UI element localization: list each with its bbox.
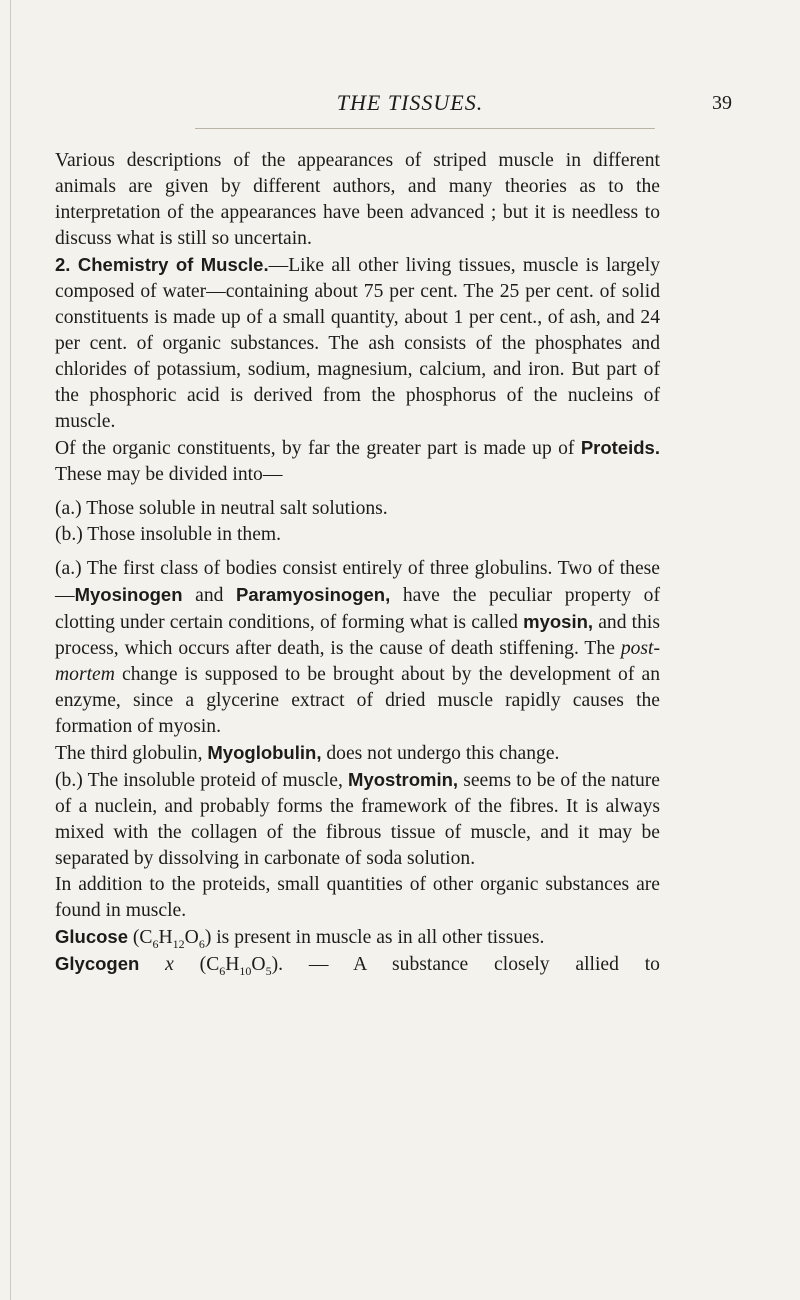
formula-subscript: 12 bbox=[172, 936, 185, 951]
paragraph-text: In addition to the proteids, small quantities of other organic substances are found in muscle. bbox=[55, 874, 660, 921]
paragraph-text: (b.) The insoluble proteid of muscle, bbox=[55, 770, 349, 791]
paragraph-text: These may be divided into— bbox=[55, 464, 283, 485]
paragraph-myostromin bbox=[55, 767, 660, 872]
list-item-b bbox=[55, 522, 660, 548]
list-item-text: (a.) Those soluble in neutral salt solutions. bbox=[55, 498, 388, 519]
paragraph-globulins bbox=[55, 556, 660, 740]
term-glycogen: Glycogen bbox=[55, 953, 140, 974]
formula-subscript: 6 bbox=[198, 936, 205, 951]
formula-text: H bbox=[158, 927, 173, 948]
paragraph-text: ). — A substance closely allied to bbox=[271, 954, 660, 975]
term-myoglobulin: Myoglobulin, bbox=[207, 742, 322, 763]
paragraph-text: Of the organic constituents, by far the greater part is made up of bbox=[55, 438, 581, 459]
formula-subscript: 5 bbox=[265, 963, 272, 978]
term-glucose: Glucose bbox=[55, 926, 128, 947]
term-proteids: Proteids. bbox=[580, 437, 660, 458]
formula-text: O bbox=[251, 954, 266, 975]
page-header bbox=[80, 90, 740, 120]
paragraph-text: does not undergo this change. bbox=[321, 743, 560, 764]
term-myosinogen: Myosinogen bbox=[74, 584, 183, 605]
paragraph-text: seems to be of the nature of a nuclein, and probably forms the framework of the fibres. It is always mixed with the collagen of the fibrous tissue of muscle, and it may be separated by dissolving in carbonate of soda solution. bbox=[55, 770, 660, 869]
list-item-a bbox=[55, 496, 660, 522]
formula-subscript: 6 bbox=[219, 963, 226, 978]
paragraph-text: —Like all other living tissues, muscle is largely composed of water—containing about 75 per cent. The 25 per cent. of solid constituents is made up of a small quantity, about 1 per cent., of ash, and 24 per cent. of organic substances. The ash consists of the phosphates and chlorides of potassium, sodium, magnesium, calcium, and iron. But part of the phosphoric acid is derived from the phosphorus of the nucleins of muscle. bbox=[55, 255, 660, 432]
formula-text: (C bbox=[173, 954, 220, 975]
term-myosin: myosin, bbox=[523, 611, 594, 632]
paragraph-chemistry bbox=[55, 252, 660, 435]
term-paramyosinogen: Paramyosinogen, bbox=[236, 584, 391, 605]
page-edge-line bbox=[10, 0, 11, 1300]
formula-text: H bbox=[225, 954, 240, 975]
paragraph-striped-muscle bbox=[55, 148, 660, 252]
formula-text: (C bbox=[128, 927, 153, 948]
paragraph-text: and bbox=[182, 585, 237, 606]
list-item-text: (b.) Those insoluble in them. bbox=[55, 524, 282, 545]
section-heading: 2. Chemistry of Muscle. bbox=[55, 254, 269, 275]
body-text bbox=[55, 148, 660, 978]
header-rule bbox=[195, 128, 655, 129]
term-myostromin: Myostromin, bbox=[348, 769, 459, 790]
paragraph-organic bbox=[55, 435, 660, 488]
formula-subscript: 6 bbox=[152, 936, 159, 951]
paragraph-text: ) is present in muscle as in all other tissues. bbox=[204, 927, 545, 948]
paragraph-text: The third globulin, bbox=[55, 743, 208, 764]
paragraph-myoglobulin bbox=[55, 740, 660, 767]
paragraph-glucose bbox=[55, 924, 660, 951]
term-post-mortem: post-mortem bbox=[55, 638, 660, 685]
page-number: 39 bbox=[712, 92, 732, 114]
formula-text: O bbox=[184, 927, 199, 948]
paragraph-other-substances bbox=[55, 872, 660, 924]
formula-subscript: 10 bbox=[239, 963, 252, 978]
paragraph-text: and this process, which occurs after death, is the cause of death stiffening. The bbox=[55, 612, 660, 659]
paragraph-text: change is supposed to be brought about by the development of an enzyme, since a glycerine extract of dried muscle rapidly causes the formation of myosin. bbox=[55, 664, 660, 737]
formula-variable: x bbox=[139, 954, 174, 975]
paragraph-text: Various descriptions of the appearances of striped muscle in different animals are given by different authors, and many theories as to the interpretation of the appearances have been advanced ; but it is needless to discuss what is still so uncertain. bbox=[55, 150, 660, 249]
paragraph-text: (a.) The first class of bodies consist entirely of three globulins. Two of these— bbox=[55, 558, 660, 606]
paragraph-glycogen bbox=[55, 951, 660, 978]
running-head: THE TISSUES. bbox=[336, 90, 484, 115]
paragraph-text: have the peculiar property of clotting under certain conditions, of forming what is called bbox=[55, 585, 660, 633]
